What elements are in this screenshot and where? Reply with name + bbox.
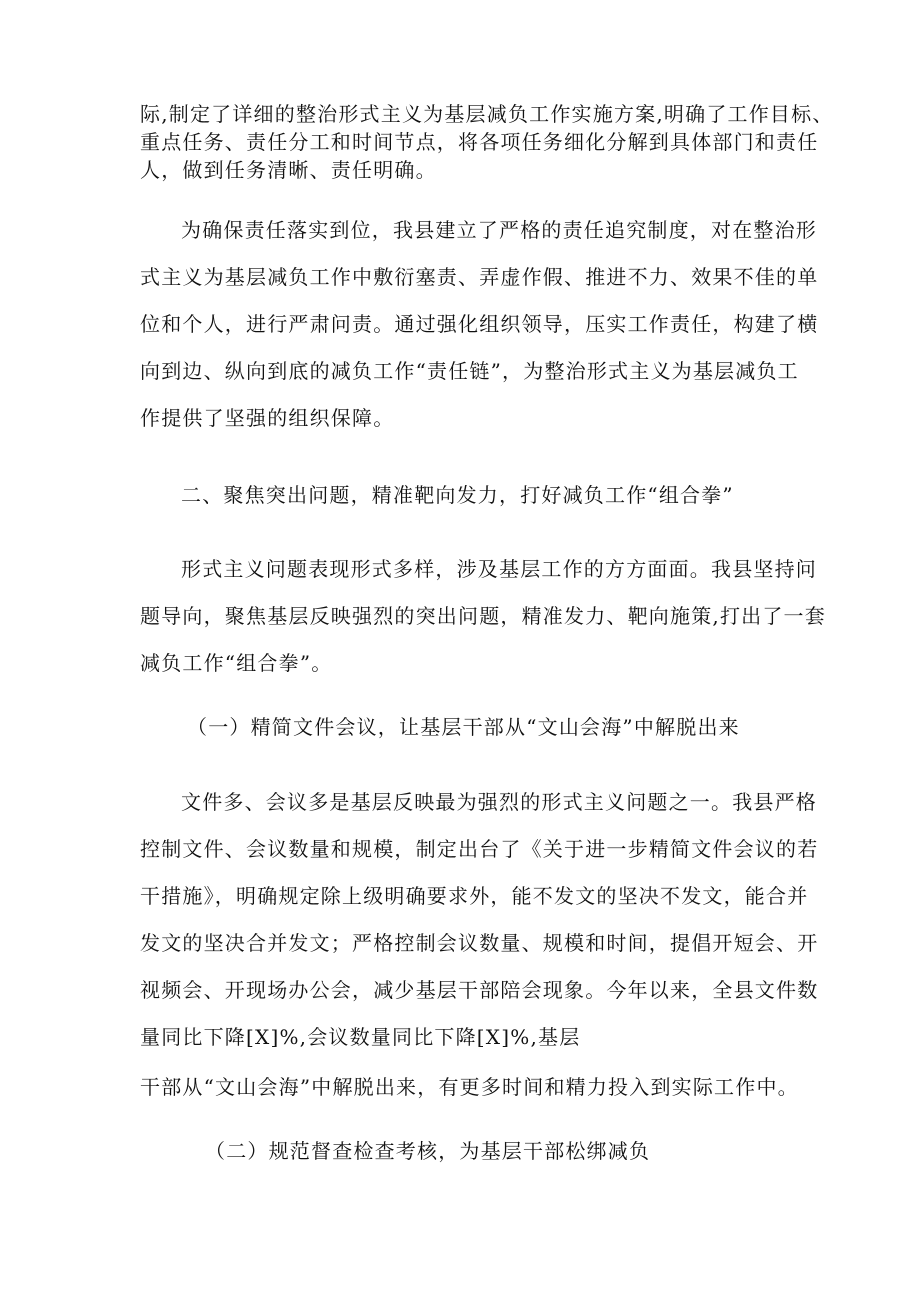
text-line: 向到边、纵向到底的减负工作“责任链”，为整治形式主义为基层减负工 xyxy=(140,359,799,383)
text-line: 发文的坚决合并发文；严格控制会议数量、规模和时间，提倡开短会、开 xyxy=(140,931,819,955)
text-line: 人，做到任务清晰、责任明确。 xyxy=(140,158,437,182)
text-line: 形式主义问题表现形式多样，涉及基层工作的方方面面。我县坚持问 xyxy=(181,557,817,581)
text-line: 题导向，聚焦基层反映强烈的突出问题，精准发力、靶向施策,打出了一套 xyxy=(140,604,826,628)
text-line: 际,制定了详细的整治形式主义为基层减负工作实施方案,明确了工作目标、 xyxy=(140,102,834,126)
text-line: 位和个人，进行严肃问责。通过强化组织领导，压实工作责任，构建了横 xyxy=(140,312,819,336)
text-line: 为确保责任落实到位，我县建立了严格的责任追究制度，对在整治形 xyxy=(181,218,817,242)
text-line: 式主义为基层减负工作中敷衍塞责、弄虚作假、推进不力、效果不佳的单 xyxy=(140,265,819,289)
text-line: 量同比下降[X]%,会议数量同比下降[X]%,基层 xyxy=(140,1025,581,1049)
text-line: 干部从“文山会海”中解脱出来，有更多时间和精力投入到实际工作中。 xyxy=(140,1075,799,1099)
text-line: 控制文件、会议数量和规模，制定出台了《关于进一步精简文件会议的若 xyxy=(140,837,819,861)
text-line: 作提供了坚强的组织保障。 xyxy=(140,406,395,430)
text-line: 减负工作“组合拳”。 xyxy=(140,651,333,675)
subheading-line: （一）精简文件会议，让基层干部从“文山会海”中解脱出来 xyxy=(187,715,740,739)
text-line: 文件多、会议多是基层反映最为强烈的形式主义问题之一。我县严格 xyxy=(181,790,817,814)
text-line: 视频会、开现场办公会，减少基层干部陪会现象。今年以来，全县文件数 xyxy=(140,978,819,1002)
heading-line: 二、聚焦突出问题，精准靶向发力，打好减负工作“组合拳” xyxy=(181,483,734,507)
subheading-line: （二）规范督查检查考核，为基层干部松绑减负 xyxy=(205,1139,651,1163)
text-line: 干措施》，明确规定除上级明确要求外，能不发文的坚决不发文，能合并 xyxy=(140,884,809,908)
text-line: 重点任务、责任分工和时间节点，将各项任务细化分解到具体部门和责任 xyxy=(140,130,819,154)
